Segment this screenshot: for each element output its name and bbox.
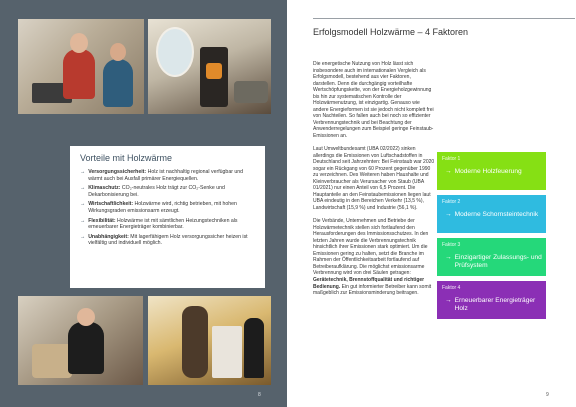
fire-shape xyxy=(206,63,222,79)
person-shape xyxy=(103,59,133,107)
advantage-text: Klimaschutz: CO₂-neutrales Holz trägt zur CO₂-Senke und Dekarbonisierung bei. xyxy=(88,185,225,198)
person-head-shape xyxy=(70,33,88,53)
arrow-icon: → xyxy=(80,185,86,192)
factor-label: Faktor 1 xyxy=(442,156,461,162)
factor-label: Faktor 2 xyxy=(442,199,461,205)
paragraph: Laut Umweltbundesamt (UBA 02/2022) sinken allerdings die Emissionen von Luftschadstoffen in Deutschland seit Jahrzehnten: Bei Feinstaub war 2020 sogar ein Rückgang von 60 Prozent gegenüber 1990 zu verzeichnen. Des Weiteren haben Haushalte und Kleinverbraucher als Verursacher von Staub (UBA 01/2021) nur einen Anteil von 6,5 Prozent. Die Hauptanteile an den Feinstaubemissionen liegen laut UBA eindeutig in den Bereichen Verkehr (13,5 %), Landwirtschaft (15,9 %) und Industrie (56,1 %). xyxy=(313,146,435,211)
window-shape xyxy=(156,27,194,77)
left-page xyxy=(0,0,287,407)
factor-label: Faktor 4 xyxy=(442,285,461,291)
arrow-icon: → xyxy=(80,201,86,208)
arrow-icon: → xyxy=(445,254,452,261)
advantage-item xyxy=(80,185,255,198)
arrow-icon: → xyxy=(445,297,452,304)
arrow-icon: → xyxy=(80,169,86,175)
factor-box-2 xyxy=(437,195,546,233)
advantages-box xyxy=(70,146,265,288)
emphasis-text: Gerätetechnik, Brennstoffqualität und richtiger Bedienung. xyxy=(313,276,425,290)
advantages-title: Vorteile mit Holzwärme xyxy=(80,153,173,163)
paragraph: Die Verbände, Unternehmen und Betriebe der Holzwärmetechnik stellen sich fortlaufend den Herausforderungen des Immissionsschutzes. In den letzten Jahren wurde die Verbrennungstechnik hinsichtlich ihrer Emissionen stark optimiert. Um die Emissionen gering zu halten, setzt die Branche im Rahmen der Öffentlichkeitsarbeit fortlaufend auf Betreiberaufklärung. Die möglichst emissionsarme Verbrennung wird von drei Säulen getragen: Gerätetechnik, Brennstoffqualität und richtiger Bedienung. Ein gut informierter Betreiber kann somit maßgeblich zur Emissionsminderung beitragen. xyxy=(313,218,432,297)
person-shape xyxy=(68,322,104,374)
photo-person-relaxing xyxy=(18,296,143,385)
advantage-text: Flexibilität: Holzwärme ist mit sämtlichen Heizungstechniken als erneuerbarer Energieträger kombinierbar. xyxy=(88,217,238,231)
boiler-shape xyxy=(212,326,242,378)
top-rule xyxy=(313,18,575,19)
page-number: 8 xyxy=(258,392,261,398)
person-head-shape xyxy=(77,308,95,326)
right-page xyxy=(287,0,576,407)
factor-box-1 xyxy=(437,152,546,190)
body-text xyxy=(313,61,435,303)
sofa-shape xyxy=(234,81,268,103)
advantage-item xyxy=(80,218,255,231)
photo-family-laptop xyxy=(18,19,144,114)
photo-stove-living-room xyxy=(148,19,271,114)
page-title: Erfolgsmodell Holzwärme – 4 Faktoren xyxy=(313,27,469,37)
page-number: 9 xyxy=(546,392,549,398)
arrow-icon: → xyxy=(445,168,452,175)
factor-text: → Einzigartiger Zulassungs- und Prüfsystem xyxy=(445,254,542,269)
arrow-icon: → xyxy=(445,211,452,218)
person-shape xyxy=(244,318,264,378)
factor-box-4 xyxy=(437,281,546,319)
advantage-item xyxy=(80,169,255,182)
person-head-shape xyxy=(110,43,126,61)
advantage-text: Unabhängigkeit: Mit lagerfähigem Holz versorgungssicher heizen ist vielfältig und individuell möglich. xyxy=(88,233,248,247)
arrow-icon: → xyxy=(80,217,86,224)
paragraph: Die energetische Nutzung von Holz lässt sich insbesondere auch im internationalen Vergleich als Erfolgsmodell, bestehend aus vier Faktoren, darstellen. Denn die durchgängig vorteilhafte Wertschöpfungskette, von der Energieholzgewinnung bis hin zur systematischen Kontrolle der Holzwärmenutzung, ist einzigartig. Genauso wie andere Energieformen ist sie jedoch nicht komplett frei von Nachteilen. So fallen auch bei noch so effizienter Verbrennungstechnik und bei Beachtung der Anwenderregelungen zum Beispiel geringe Feinstaub-Emissionen an. xyxy=(313,61,434,140)
tank-shape xyxy=(182,306,208,378)
advantage-text: Wirtschaftlichkeit: Holzwärme wird, richtig betrieben, mit hohen Wirkungsgraden emissionsarm erzeugt. xyxy=(88,201,237,214)
advantage-item xyxy=(80,234,255,247)
factor-label: Faktor 3 xyxy=(442,242,461,248)
advantage-item xyxy=(80,201,255,214)
arrow-icon: → xyxy=(80,233,86,240)
factor-text: → Moderne Holzfeuerung xyxy=(445,168,522,175)
factor-text: → Moderne Schornsteintechnik xyxy=(445,211,539,218)
chair-shape xyxy=(32,344,72,378)
factor-text: → Erneuerbarer Energieträger Holz xyxy=(445,297,536,312)
person-shape xyxy=(63,49,95,99)
advantage-text: Versorgungssicherheit: Holz ist nachhaltig regional verfügbar und wärmt auch bei Ausfall primärer Energiequellen. xyxy=(88,169,244,182)
factor-box-3 xyxy=(437,238,546,276)
photo-boiler-room xyxy=(148,296,271,385)
